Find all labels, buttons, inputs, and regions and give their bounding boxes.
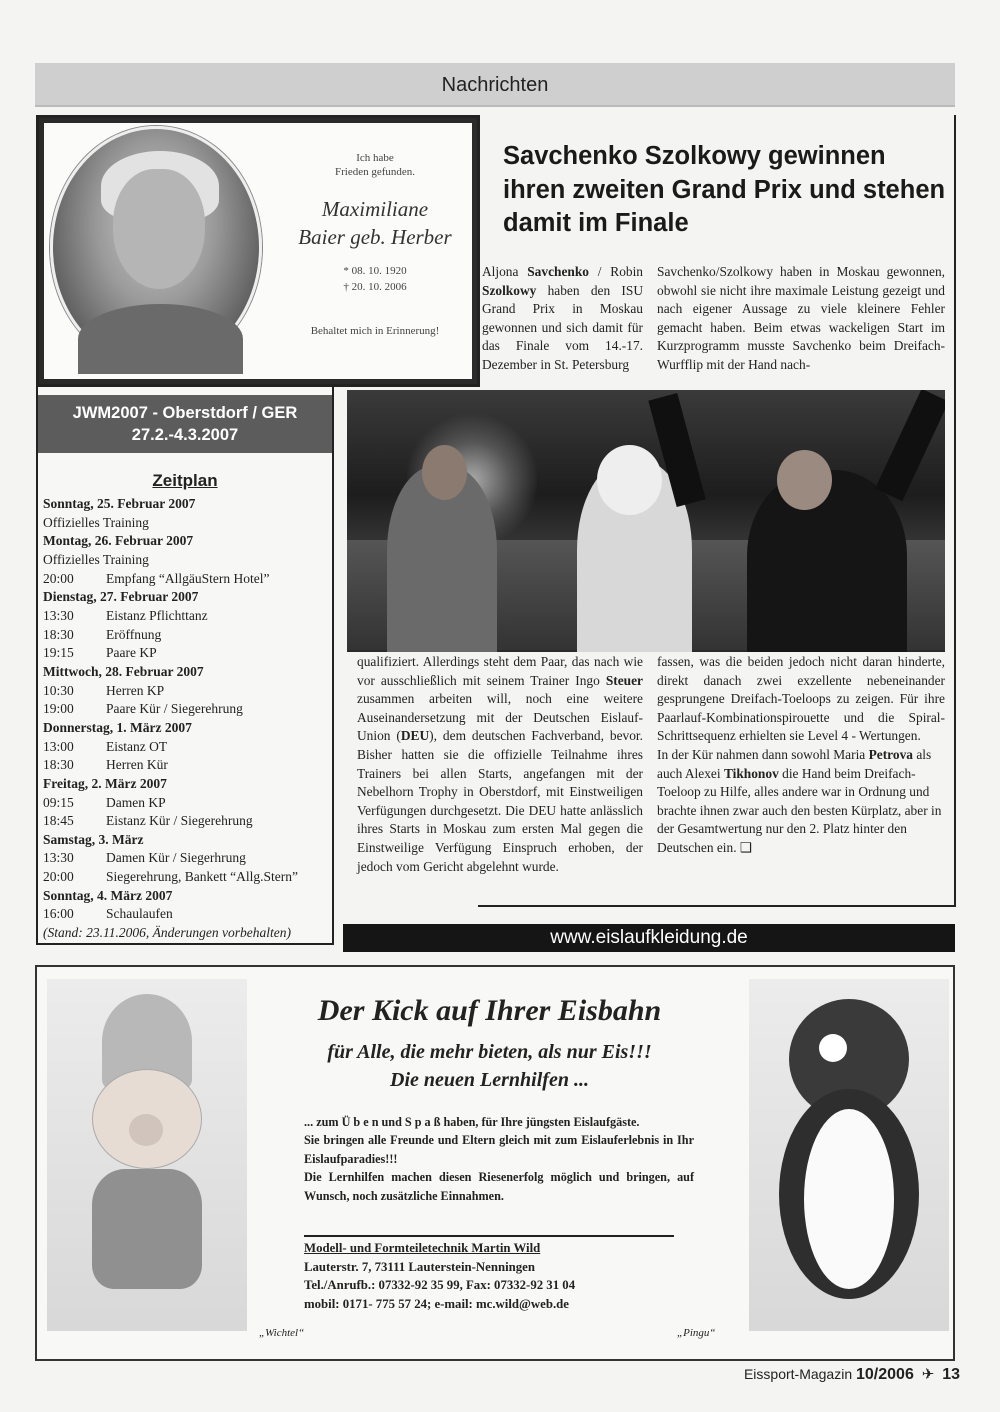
bold-name: DEU bbox=[400, 728, 430, 744]
bold-name: Savchenko bbox=[527, 264, 589, 279]
issue-number: 10/2006 bbox=[856, 1366, 914, 1383]
obit-name2: Baier geb. Herber bbox=[298, 225, 452, 249]
schedule-day: Mittwoch, 28. Februar 2007 bbox=[43, 663, 204, 679]
divider bbox=[304, 1235, 674, 1237]
jwm-header bbox=[38, 395, 332, 453]
schedule-event: Offizielles Training bbox=[43, 551, 149, 567]
pingu-figure-image bbox=[749, 979, 949, 1331]
schedule-event: Eistanz OT bbox=[106, 738, 168, 754]
obit-name1: Maximiliane bbox=[321, 197, 429, 221]
schedule-entry bbox=[43, 738, 333, 757]
schedule-list bbox=[43, 495, 333, 943]
page-footer bbox=[690, 1364, 960, 1385]
schedule-day: Samstag, 3. März bbox=[43, 831, 144, 847]
bold-name: Szolkowy bbox=[482, 282, 537, 298]
caption-pingu: „Pingu“ bbox=[677, 1327, 716, 1339]
text-run: / Robin bbox=[589, 264, 644, 279]
ad-body-line: ... zum Ü b e n und S p a ß haben, für Ihre jüngsten Eislaufgäste. bbox=[304, 1115, 640, 1129]
jwm-dates: 27.2.-4.3.2007 bbox=[131, 426, 239, 444]
obit-closing: Behaltet mich in Erinnerung! bbox=[310, 325, 440, 337]
text-run: fassen, was die beiden jedoch nicht daran hinderte, direkt danach zwei exzellente nebeneinander gesprungene Dreifach-Toeloops zu zeigen. Für ihre Paarlauf-Kombinationspirouette und die Spiral-Schrittsequenz erhielten sie Level 4 - Wertungen. bbox=[657, 654, 945, 744]
schedule-time: 19:15 bbox=[43, 645, 74, 661]
schedule-entry bbox=[43, 551, 333, 570]
ad-contact bbox=[304, 1239, 694, 1313]
ad-body bbox=[304, 1113, 694, 1205]
obituary-notice bbox=[36, 115, 480, 387]
schedule-time: 13:30 bbox=[43, 850, 74, 866]
text-run: Savchenko/Szolkowy haben in Moskau gewonnen, obwohl sie nicht ihre maximale Leistung gezeigt und nach eigener Aussage zu viele kleinere Fehler gemacht haben. Beim etwas wackeligen Start im Kurzprogramm musste Savchenko beim Dreifach-Wurfflip mit der Hand nach- bbox=[657, 264, 945, 372]
schedule-event: Eistanz Pflichttanz bbox=[106, 607, 208, 623]
schedule-event: Paare Kür / Siegerehrung bbox=[106, 701, 243, 717]
schedule-time: 16:00 bbox=[43, 906, 74, 922]
ad-body-line: Sie bringen alle Freunde und Eltern gleich mit zum Eislauferlebnis in Ihr Eislaufparadies!!! bbox=[304, 1133, 694, 1166]
schedule-event: Herren KP bbox=[106, 682, 165, 698]
schedule-event: Eistanz Kür / Siegerehrung bbox=[106, 813, 253, 829]
schedule-entry bbox=[43, 682, 333, 701]
article-paragraph bbox=[657, 653, 945, 746]
schedule-event: Eröffnung bbox=[106, 626, 162, 642]
schedule-entry bbox=[43, 644, 333, 663]
schedule-entry bbox=[43, 794, 333, 813]
schedule-note: (Stand: 23.11.2006, Änderungen vorbehalten) bbox=[43, 925, 291, 941]
text-run: die Hand beim Dreifach-Toeloop zu Hilfe, alles andere war in Ordnung und brachte ihnen zwar auch den besten Kürplatz, aber in der Gesamtwertung nur den 2. Platz hinter den Deutschen ein. ❑ bbox=[657, 765, 942, 855]
schedule-entry bbox=[43, 626, 333, 645]
schedule-entry bbox=[43, 514, 333, 533]
schedule-entry bbox=[43, 607, 333, 626]
schedule-entry bbox=[43, 849, 333, 868]
obit-born: * 08. 10. 1920 bbox=[343, 265, 407, 277]
schedule-heading: Zeitplan bbox=[152, 471, 218, 490]
ad-subtitle: für Alle, die mehr bieten, als nur Eis!!! bbox=[327, 1041, 652, 1063]
schedule-entry bbox=[43, 812, 333, 831]
article-column-4 bbox=[657, 653, 945, 858]
article-paragraph bbox=[657, 746, 945, 858]
schedule-event: Empfang “AllgäuStern Hotel” bbox=[106, 570, 270, 586]
schedule-time: 09:15 bbox=[43, 794, 74, 810]
schedule-time: 18:30 bbox=[43, 626, 74, 642]
ad-title: Der Kick auf Ihrer Eisbahn bbox=[317, 994, 662, 1027]
advertisement bbox=[35, 965, 955, 1361]
text-run: haben den ISU Grand Prix in Moskau gewonnen und sich damit für das Finale vom 14.-17. Dezember in St. Petersburg bbox=[482, 282, 643, 372]
schedule-day: Donnerstag, 1. März 2007 bbox=[43, 719, 192, 735]
article-column-3 bbox=[357, 653, 643, 876]
text-run: In der Kür nahmen dann sowohl Maria bbox=[657, 746, 869, 762]
schedule-time: 10:30 bbox=[43, 682, 74, 698]
wichtel-figure-image bbox=[47, 979, 247, 1331]
schedule-entry bbox=[43, 756, 333, 775]
schedule-entry bbox=[43, 700, 333, 719]
company-mobile-email: mobil: 0171- 775 57 24; e-mail: mc.wild@web.de bbox=[304, 1296, 569, 1311]
schedule-event: Damen Kür / Siegerhrung bbox=[106, 850, 246, 866]
article-column-2 bbox=[657, 263, 945, 375]
schedule-event: Herren Kür bbox=[106, 757, 168, 773]
schedule-time: 13:00 bbox=[43, 738, 74, 754]
caption-wichtel: „Wichtel“ bbox=[259, 1327, 305, 1339]
obit-died: † 20. 10. 2006 bbox=[343, 281, 407, 293]
obit-line2: Frieden gefunden. bbox=[334, 166, 416, 178]
text-run: ), dem deutschen Fachverband, bevor. Bisher hatten sie die offizielle Teilnahme ihres Trainers bei allen Starts, angefangen mit der Nebelhorn Trophy in Oberstdorf, mit Einstweiligen Verfügungen durchgesetzt. Die DEU hatte anlässlich ihres Starts in Moskau zum ersten Mal gegen die Einstweilige Verfügung Einspruch erhoben, der jedoch vom Gericht abgelehnt wurde. bbox=[357, 728, 643, 874]
ad-body-line: Die Lernhilfen machen diesen Riesenerfolg möglich und bringen, auf Wunsch, noch zusätzliche Einnahmen. bbox=[304, 1170, 694, 1203]
schedule-entry bbox=[43, 905, 333, 924]
skaters-photo bbox=[347, 390, 945, 652]
schedule-event: Paare KP bbox=[106, 645, 157, 661]
schedule-event: Damen KP bbox=[106, 794, 166, 810]
schedule-day: Sonntag, 4. März 2007 bbox=[43, 887, 173, 903]
company-name: Modell- und Formteiletechnik Martin Wild bbox=[304, 1241, 541, 1255]
jwm-schedule-box bbox=[36, 387, 334, 945]
bold-name: Petrova bbox=[868, 746, 913, 762]
article-column-1 bbox=[482, 263, 643, 375]
schedule-event: Offizielles Training bbox=[43, 514, 149, 530]
schedule-time: 20:00 bbox=[43, 570, 74, 586]
schedule-time: 18:30 bbox=[43, 757, 74, 773]
page-number: 13 bbox=[942, 1366, 960, 1383]
obit-line1: Ich habe bbox=[356, 152, 394, 164]
text-run: qualifiziert. Allerdings steht dem Paar, das nach wie vor ausschließlich mit seinem Trainer Ingo bbox=[357, 654, 643, 688]
bold-name: Steuer bbox=[605, 672, 643, 688]
schedule-time: 20:00 bbox=[43, 869, 74, 885]
company-address: Lauterstr. 7, 73111 Lauterstein-Nenningen bbox=[304, 1259, 535, 1274]
magazine-name: Eissport-Magazin bbox=[743, 1366, 853, 1382]
schedule-day: Freitag, 2. März 2007 bbox=[43, 775, 167, 791]
section-header: Nachrichten bbox=[35, 63, 955, 107]
text-run: als auch Alexei bbox=[657, 746, 932, 781]
url-banner: www.eislaufkleidung.de bbox=[343, 924, 955, 952]
schedule-time: 13:30 bbox=[43, 607, 74, 623]
company-phone: Tel./Anrufb.: 07332-92 35 99, Fax: 07332-92 31 04 bbox=[304, 1278, 576, 1293]
schedule-time: 19:00 bbox=[43, 701, 74, 717]
text-run: zusammen arbeiten will, noch eine weitere Auseinandersetzung mit der Deutschen Eislauf-Union ( bbox=[357, 691, 643, 744]
schedule-day: Dienstag, 27. Februar 2007 bbox=[43, 589, 199, 605]
bold-name: Tikhonov bbox=[723, 765, 779, 781]
jwm-title: JWM2007 - Oberstdorf / GER bbox=[72, 404, 298, 422]
schedule-day: Montag, 26. Februar 2007 bbox=[43, 533, 194, 549]
schedule-event: Siegerehrung, Bankett “Allg.Stern” bbox=[106, 869, 298, 885]
schedule-entry bbox=[43, 868, 333, 887]
article-headline: Savchenko Szolkowy gewinnen ihren zweiten Grand Prix und stehen damit im Finale bbox=[503, 142, 946, 238]
text-run: Aljona bbox=[482, 264, 528, 279]
ad-subtitle-2: Die neuen Lernhilfen ... bbox=[390, 1069, 589, 1091]
schedule-day: Sonntag, 25. Februar 2007 bbox=[43, 496, 196, 511]
schedule-entry bbox=[43, 570, 333, 589]
schedule-event: Schaulaufen bbox=[106, 906, 173, 922]
magazine-logo-icon: ✈ bbox=[921, 1366, 935, 1383]
portrait-photo bbox=[50, 126, 262, 369]
schedule-time: 18:45 bbox=[43, 813, 74, 829]
